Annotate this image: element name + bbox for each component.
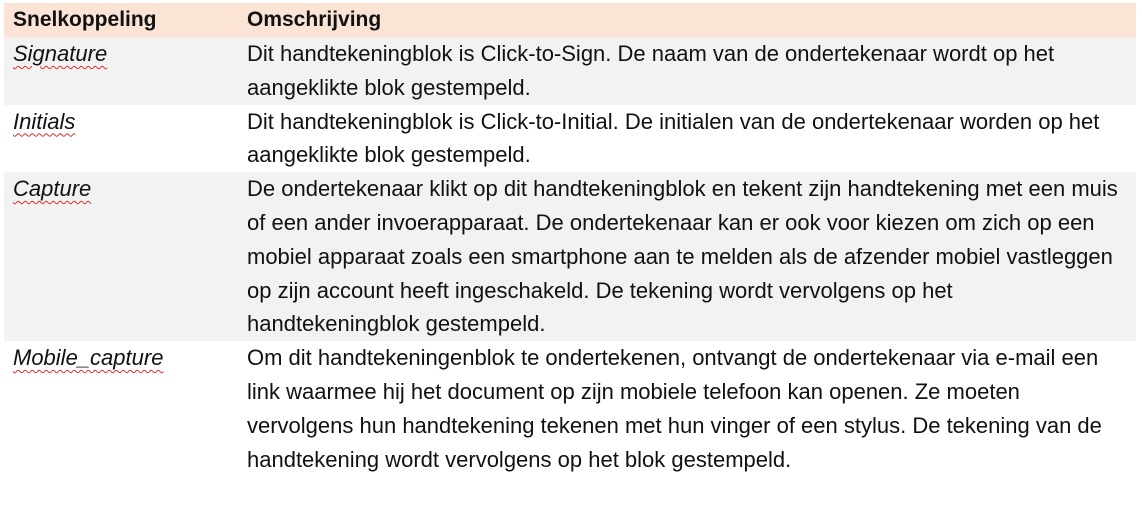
table-row — [4, 37, 1136, 105]
shortcut-name: Capture — [13, 176, 92, 202]
shortcut-cell — [4, 172, 236, 341]
shortcut-name: Signature — [13, 41, 108, 66]
shortcut-cell — [4, 341, 236, 476]
shortcut-cell — [4, 37, 236, 105]
table-header-row — [4, 3, 1136, 37]
header-description: Omschrijving — [236, 3, 1136, 37]
table-row — [4, 172, 1136, 341]
description-cell: Om dit handtekeningenblok te ondertekenen, ontvangt de ondertekenaar via e-mail een link waarmee hij het document op zijn mobiele telefoon kan openen. Ze moeten vervolgens hun handtekening tekenen met hun vinger of een stylus. De tekening van de handtekening wordt vervolgens op het blok gestempeld. — [247, 345, 1102, 472]
table-row — [4, 105, 1136, 173]
shortcut-table — [4, 3, 1136, 476]
shortcut-name: Mobile_capture — [13, 345, 164, 371]
header-shortcut: Snelkoppeling — [4, 3, 236, 37]
description-cell: Dit handtekeningblok is Click-to-Initial. De initialen van de ondertekenaar worden op het aangeklikte blok gestempeld. — [247, 108, 1100, 168]
table-row — [4, 341, 1136, 476]
description-cell: De ondertekenaar klikt op dit handtekeningblok en tekent zijn handtekening met een muis of een ander invoerapparaat. De ondertekenaar kan er ook voor kiezen om zich op een mobiel apparaat zoals een smartphone aan te melden als de afzender mobiel vastleggen op zijn account heeft ingeschakeld. De tekening wordt vervolgens op het handtekeningblok gestempeld. — [236, 172, 1136, 341]
shortcut-cell — [4, 105, 236, 173]
description-cell: Dit handtekeningblok is Click-to-Sign. De naam van de ondertekenaar wordt op het aangeklikte blok gestempeld. — [236, 37, 1136, 105]
shortcut-name: Initials — [13, 108, 76, 134]
